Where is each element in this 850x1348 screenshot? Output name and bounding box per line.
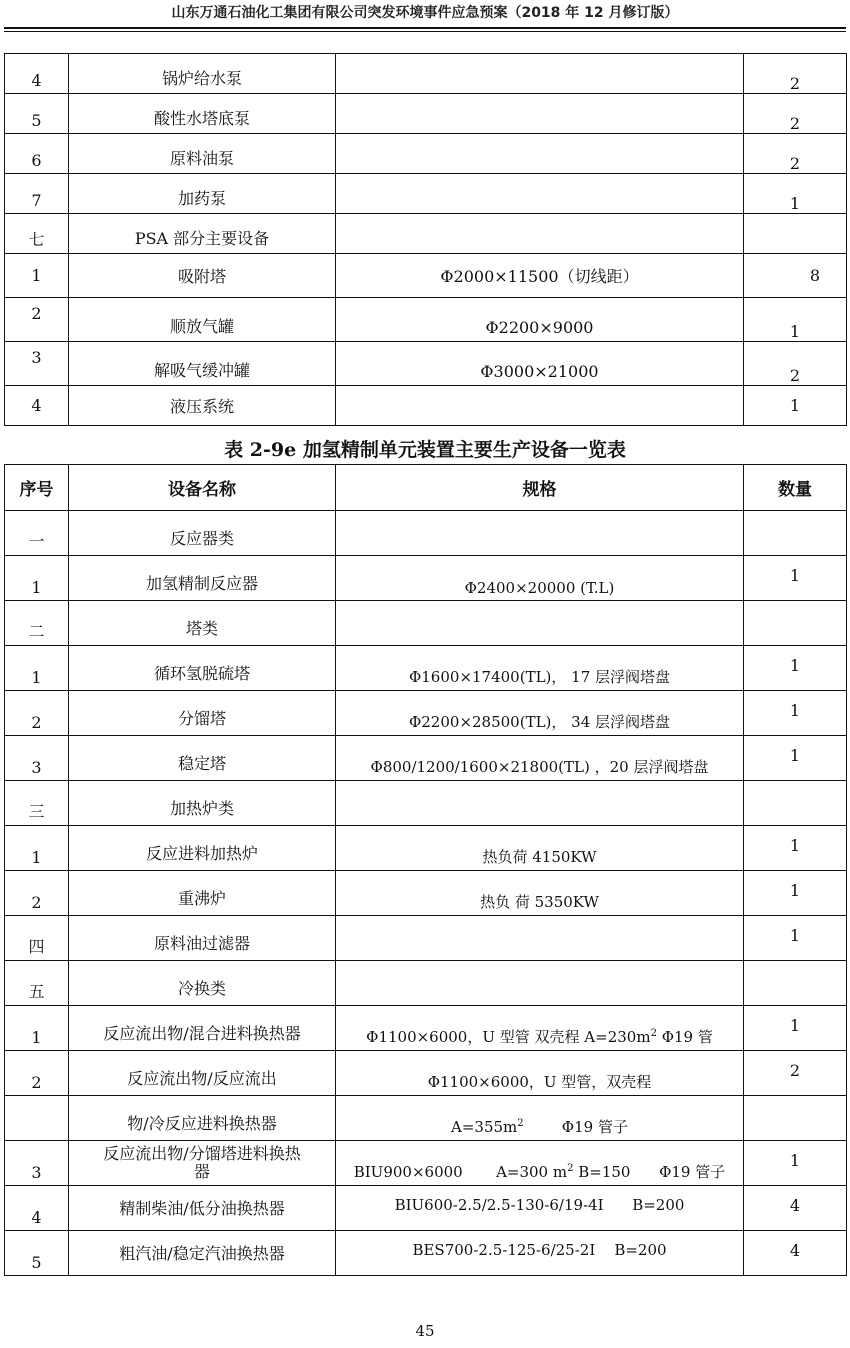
equipment-spec: Φ1600×17400(TL)， 17 层浮阀塔盘 (336, 646, 744, 691)
row-number: 3 (5, 1141, 69, 1186)
section-name: 冷换类 (69, 961, 336, 1006)
equipment-name: 反应流出物/分馏塔进料换热器 (69, 1141, 336, 1186)
equipment-spec: 热负荷 4150KW (336, 826, 744, 871)
table-row (5, 556, 847, 601)
table-row (5, 691, 847, 736)
equipment-qty: 1 (744, 1141, 847, 1186)
row-number: 6 (5, 134, 69, 174)
row-number: 1 (5, 826, 69, 871)
row-number: 1 (5, 1006, 69, 1051)
equipment-name: 重沸炉 (69, 871, 336, 916)
section-name: 加热炉类 (69, 781, 336, 826)
spec-text: B=150 Φ19 管子 (573, 1163, 726, 1181)
spec-superscript: 2 (517, 1118, 524, 1129)
page-header: 山东万通石油化工集团有限公司突发环境事件应急预案（2018 年 12 月修订版） (171, 5, 679, 21)
column-header-number: 序号 (5, 465, 69, 511)
header-rule-thin (4, 31, 846, 32)
table-row (5, 916, 847, 961)
section-name: 塔类 (69, 601, 336, 646)
equipment-name: 精制柴油/低分油换热器 (69, 1186, 336, 1231)
equipment-qty: 1 (744, 556, 847, 601)
table-row (5, 174, 847, 214)
page-number: 45 (415, 1322, 435, 1340)
table-row (5, 1141, 847, 1186)
row-number (5, 1096, 69, 1141)
equipment-spec: Φ800/1200/1600×21800(TL) ，20 层浮阀塔盘 (336, 736, 744, 781)
equipment-spec (336, 174, 744, 214)
equipment-qty: 1 (744, 1006, 847, 1051)
equipment-name: 原料油过滤器 (69, 916, 336, 961)
equipment-table-hydrofining (4, 464, 847, 1276)
equipment-name: 物/冷反应进料换热器 (69, 1096, 336, 1141)
section-number: 三 (5, 781, 69, 826)
equipment-name: 循环氢脱硫塔 (69, 646, 336, 691)
table-row (5, 254, 847, 298)
equipment-name: 稳定塔 (69, 736, 336, 781)
spec-superscript: 2 (650, 1028, 657, 1039)
section-number: 一 (5, 511, 69, 556)
column-header-qty: 数量 (744, 465, 847, 511)
table-row (5, 826, 847, 871)
equipment-name: 反应流出物/反应流出 (69, 1051, 336, 1096)
spec-text: BIU900×6000 A=300 m (353, 1163, 568, 1181)
header-rule (4, 27, 846, 29)
equipment-spec (336, 601, 744, 646)
equipment-qty: 2 (744, 54, 847, 94)
equipment-spec (336, 54, 744, 94)
equipment-qty: 2 (744, 134, 847, 174)
table-row (5, 1231, 847, 1276)
column-header-spec: 规格 (336, 465, 744, 511)
row-number: 3 (5, 342, 69, 386)
equipment-spec (336, 1096, 744, 1141)
equipment-qty: 1 (744, 871, 847, 916)
equipment-qty (744, 781, 847, 826)
table-row (5, 1051, 847, 1096)
equipment-qty: 1 (744, 386, 847, 426)
spec-text: Φ19 管 (656, 1028, 713, 1046)
equipment-qty: 1 (744, 174, 847, 214)
equipment-spec (336, 134, 744, 174)
section-number: 四 (5, 916, 69, 961)
row-number: 4 (5, 386, 69, 426)
table-row (5, 298, 847, 342)
equipment-qty: 4 (744, 1186, 847, 1231)
row-number: 1 (5, 556, 69, 601)
section-name: 反应器类 (69, 511, 336, 556)
row-number: 5 (5, 94, 69, 134)
equipment-name: 分馏塔 (69, 691, 336, 736)
equipment-qty: 8 (744, 254, 847, 298)
equipment-spec: Φ3000×21000 (336, 342, 744, 386)
equipment-name: 吸附塔 (69, 254, 336, 298)
row-number: 1 (5, 254, 69, 298)
equipment-name: 液压系统 (69, 386, 336, 426)
row-number: 2 (5, 1051, 69, 1096)
equipment-spec (336, 511, 744, 556)
equipment-name: 加药泵 (69, 174, 336, 214)
table-row (5, 214, 847, 254)
row-number: 4 (5, 1186, 69, 1231)
equipment-spec (336, 916, 744, 961)
equipment-name: 锅炉给水泵 (69, 54, 336, 94)
row-number: 2 (5, 298, 69, 342)
equipment-spec (336, 781, 744, 826)
equipment-qty: 2 (744, 342, 847, 386)
table-row (5, 781, 847, 826)
equipment-spec: Φ1100×6000，U 型管，双壳程 (336, 1051, 744, 1096)
equipment-name: 反应流出物/混合进料换热器 (69, 1006, 336, 1051)
section-number: 七 (5, 214, 69, 254)
equipment-spec: Φ2200×9000 (336, 298, 744, 342)
table-row (5, 1186, 847, 1231)
spec-text: Φ19 管子 (523, 1118, 628, 1136)
equipment-spec (336, 214, 744, 254)
section-name: PSA 部分主要设备 (69, 214, 336, 254)
table-row (5, 511, 847, 556)
table-row (5, 601, 847, 646)
equipment-qty (744, 1096, 847, 1141)
row-number: 7 (5, 174, 69, 214)
spec-text: A=355m (451, 1118, 518, 1136)
equipment-qty: 4 (744, 1231, 847, 1276)
table-row (5, 646, 847, 691)
section-number: 五 (5, 961, 69, 1006)
equipment-qty (744, 511, 847, 556)
equipment-name: 顺放气罐 (69, 298, 336, 342)
equipment-spec: Φ2200×28500(TL)， 34 层浮阀塔盘 (336, 691, 744, 736)
table-row (5, 961, 847, 1006)
equipment-name: 原料油泵 (69, 134, 336, 174)
equipment-name: 粗汽油/稳定汽油换热器 (69, 1231, 336, 1276)
equipment-qty (744, 214, 847, 254)
equipment-qty: 1 (744, 646, 847, 691)
spec-text: Φ1100×6000，U 型管 双壳程 A=230m (366, 1028, 651, 1046)
table-row (5, 736, 847, 781)
equipment-name: 解吸气缓冲罐 (69, 342, 336, 386)
equipment-spec: BIU600-2.5/2.5-130-6/19-4I B=200 (336, 1186, 744, 1231)
equipment-spec: Φ2400×20000 (T.L) (336, 556, 744, 601)
table-row (5, 386, 847, 426)
row-number: 5 (5, 1231, 69, 1276)
row-number: 3 (5, 736, 69, 781)
equipment-qty: 1 (744, 298, 847, 342)
equipment-qty: 2 (744, 1051, 847, 1096)
equipment-spec (336, 94, 744, 134)
table-row (5, 94, 847, 134)
table-title: 表 2-9e 加氢精制单元装置主要生产设备一览表 (224, 439, 626, 461)
table-row (5, 1096, 847, 1141)
row-number: 4 (5, 54, 69, 94)
equipment-spec: BES700-2.5-125-6/25-2I B=200 (336, 1231, 744, 1276)
equipment-spec: 热负 荷 5350KW (336, 871, 744, 916)
equipment-table-continued (4, 53, 847, 426)
equipment-qty (744, 601, 847, 646)
table-header-row (5, 465, 847, 511)
table-row (5, 54, 847, 94)
equipment-spec: Φ2000×11500（切线距） (336, 254, 744, 298)
equipment-name: 酸性水塔底泵 (69, 94, 336, 134)
equipment-qty: 2 (744, 94, 847, 134)
equipment-qty: 1 (744, 736, 847, 781)
section-number: 二 (5, 601, 69, 646)
equipment-qty (744, 961, 847, 1006)
equipment-spec (336, 386, 744, 426)
column-header-name: 设备名称 (69, 465, 336, 511)
equipment-spec (336, 1141, 744, 1186)
equipment-name: 反应进料加热炉 (69, 826, 336, 871)
equipment-spec (336, 1006, 744, 1051)
equipment-qty: 1 (744, 826, 847, 871)
row-number: 2 (5, 871, 69, 916)
equipment-name: 加氢精制反应器 (69, 556, 336, 601)
spec-superscript: 2 (567, 1163, 574, 1174)
equipment-qty: 1 (744, 691, 847, 736)
table-row (5, 1006, 847, 1051)
row-number: 1 (5, 646, 69, 691)
table-row (5, 134, 847, 174)
table-row (5, 871, 847, 916)
equipment-qty: 1 (744, 916, 847, 961)
row-number: 2 (5, 691, 69, 736)
table-row (5, 342, 847, 386)
equipment-spec (336, 961, 744, 1006)
